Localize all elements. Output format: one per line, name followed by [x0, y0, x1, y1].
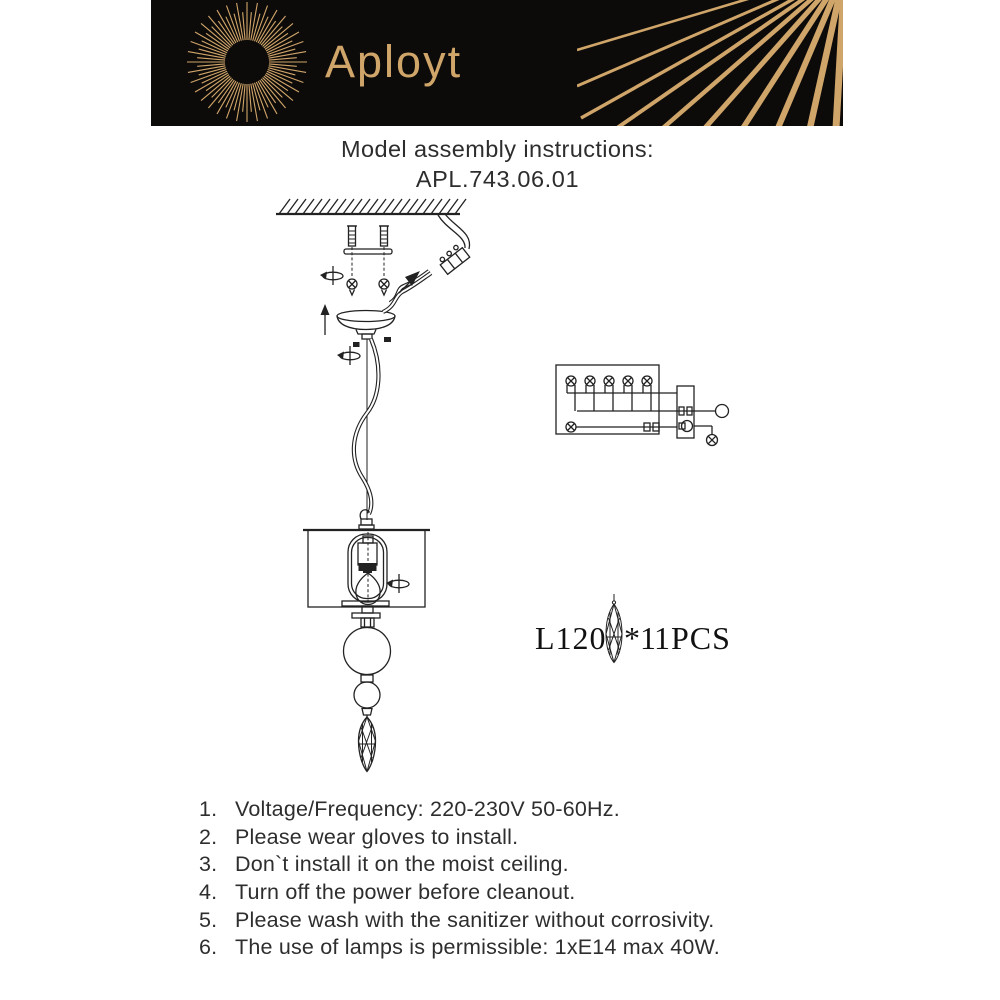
sunburst-logo-icon: [181, 0, 313, 126]
parts-list: [530, 593, 760, 671]
socket-and-bulb: [348, 532, 387, 605]
glass-ball-small: [354, 682, 380, 708]
instruction-number: 6.: [199, 935, 218, 960]
power-cord: [354, 339, 379, 514]
model-code: APL.743.06.01: [415, 166, 580, 192]
cord-loop: [360, 510, 369, 519]
title-block: [150, 136, 845, 193]
mounting-bracket: [344, 249, 392, 254]
instruction-number: 4.: [199, 880, 218, 905]
instruction-text: Please wash with the sanitizer without corrosivity.: [235, 907, 715, 932]
instruction-number: 5.: [199, 907, 218, 932]
instruction-item: [199, 880, 839, 908]
corner-rays-icon: [577, 0, 843, 126]
instruction-number: 3.: [199, 852, 218, 877]
instruction-item: [199, 935, 839, 963]
instruction-item: [199, 797, 839, 825]
instruction-text: Please wear gloves to install.: [235, 824, 519, 849]
brand-name: Aployt: [325, 36, 463, 87]
canopy: [337, 311, 395, 348]
instruction-item: [199, 852, 839, 880]
crystal-drop: [359, 715, 376, 772]
ceiling-hatch: [279, 199, 466, 214]
glass-ball-large: [344, 628, 391, 675]
up-arrow-icon: [321, 304, 330, 335]
instruction-text: Voltage/Frequency: 220-230V 50-60Hz.: [235, 797, 620, 821]
instruction-item: [199, 825, 839, 853]
page-title: Model assembly instructions:: [341, 136, 654, 162]
instruction-number: 2.: [199, 824, 218, 849]
decor-stack: [342, 601, 391, 715]
instruction-item: [199, 908, 839, 936]
pieces-label: 1PCS: [654, 620, 731, 656]
quantity-label: *1: [624, 620, 656, 656]
instruction-text: Don`t install it on the moist ceiling.: [235, 852, 569, 877]
instruction-text: Turn off the power before cleanout.: [235, 880, 576, 905]
instruction-text: The use of lamps is permissible: 1xE14 max 40W.: [235, 935, 720, 960]
brand-header: [151, 0, 843, 126]
terminal-block-detail: [383, 214, 470, 312]
instruction-number: 1.: [199, 797, 218, 821]
instructions-list: [199, 797, 839, 963]
anchors-and-screws: [347, 226, 389, 295]
wiring-diagram: [556, 365, 729, 446]
assembly-diagram: [180, 190, 800, 800]
turn-screw-icons: [320, 266, 409, 593]
length-label: L120: [535, 620, 607, 656]
switch-symbol: [716, 405, 729, 418]
